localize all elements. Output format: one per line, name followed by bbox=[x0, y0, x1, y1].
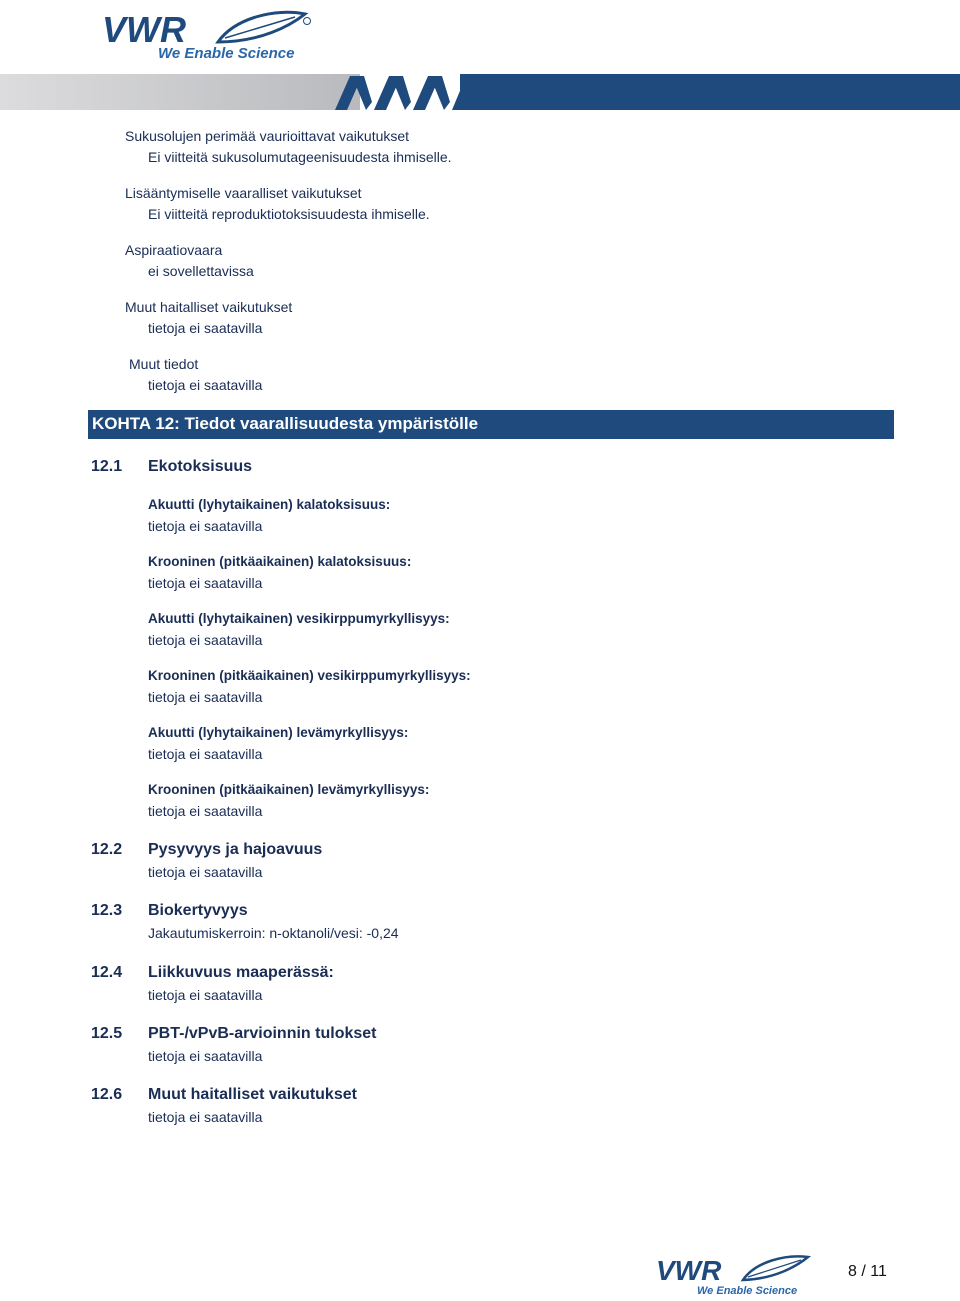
list-item-label: Krooninen (pitkäaikainen) levämyrkyllisyys: bbox=[148, 782, 430, 797]
item-heading: Aspiraatiovaara bbox=[125, 242, 223, 258]
list-item-label: Akuutti (lyhytaikainen) vesikirppumyrkyllisyys: bbox=[148, 611, 450, 626]
section-header-bar bbox=[88, 410, 894, 439]
vwr-logo-tagline: We Enable Science bbox=[158, 45, 295, 62]
item-heading: Sukusolujen perimää vaurioittavat vaikutukset bbox=[125, 128, 410, 144]
list-item-value: tietoja ei saatavilla bbox=[148, 689, 263, 705]
vwr-logo bbox=[100, 8, 315, 62]
item-value: Ei viitteitä reproduktiotoksisuudesta ihmiselle. bbox=[148, 206, 430, 222]
list-item-label: Akuutti (lyhytaikainen) levämyrkyllisyys: bbox=[148, 725, 409, 740]
subsection-number: 12.2 bbox=[91, 841, 123, 858]
subsection-title: Biokertyvyys bbox=[148, 902, 248, 919]
subsection-number: 12.4 bbox=[91, 964, 123, 981]
item-value: ei sovellettavissa bbox=[148, 263, 254, 279]
subsection-title: Pysyvyys ja hajoavuus bbox=[148, 841, 323, 858]
subsection-title: Ekotoksisuus bbox=[148, 458, 253, 475]
item-value: tietoja ei saatavilla bbox=[148, 320, 263, 336]
list-item-value: tietoja ei saatavilla bbox=[148, 632, 263, 648]
list-item-value: tietoja ei saatavilla bbox=[148, 746, 263, 762]
footer-logo-text: VWR bbox=[656, 1255, 722, 1286]
subsection-value: tietoja ei saatavilla bbox=[148, 987, 263, 1003]
vwr-logo-text: VWR bbox=[102, 9, 186, 50]
item-heading: Muut haitalliset vaikutukset bbox=[125, 299, 293, 315]
subsection-title: Liikkuvuus maaperässä: bbox=[148, 964, 334, 981]
item-heading: Lisääntymiselle vaaralliset vaikutukset bbox=[125, 185, 362, 201]
subsection-value: Jakautumiskerroin: n-oktanoli/vesi: -0,24 bbox=[148, 925, 399, 941]
header-band bbox=[0, 72, 960, 112]
page-number: 8 / 11 bbox=[848, 1263, 887, 1280]
subsection-number: 12.3 bbox=[91, 902, 123, 919]
list-item-label: Krooninen (pitkäaikainen) kalatoksisuus: bbox=[148, 554, 412, 569]
subsection-number: 12.1 bbox=[91, 458, 123, 475]
list-item-value: tietoja ei saatavilla bbox=[148, 518, 263, 534]
subsection-value: tietoja ei saatavilla bbox=[148, 1109, 263, 1125]
item-value: Ei viitteitä sukusolumutageenisuudesta ihmiselle. bbox=[148, 149, 452, 165]
list-item-label: Akuutti (lyhytaikainen) kalatoksisuus: bbox=[148, 497, 391, 512]
footer-logo-tagline: We Enable Science bbox=[697, 1285, 798, 1296]
item-value: tietoja ei saatavilla bbox=[148, 377, 263, 393]
subsection-value: tietoja ei saatavilla bbox=[148, 1048, 263, 1064]
footer-vwr-logo bbox=[655, 1252, 815, 1296]
subsection-number: 12.5 bbox=[91, 1025, 123, 1042]
subsection-title: Muut haitalliset vaikutukset bbox=[148, 1086, 357, 1103]
section-title: KOHTA 12: Tiedot vaarallisuudesta ympäristölle bbox=[92, 414, 479, 433]
item-heading: Muut tiedot bbox=[129, 356, 199, 372]
list-item-label: Krooninen (pitkäaikainen) vesikirppumyrkyllisyys: bbox=[148, 668, 471, 683]
list-item-value: tietoja ei saatavilla bbox=[148, 575, 263, 591]
subsection-value: tietoja ei saatavilla bbox=[148, 864, 263, 880]
subsection-title: PBT-/vPvB-arvioinnin tulokset bbox=[148, 1025, 377, 1042]
subsection-number: 12.6 bbox=[91, 1086, 123, 1103]
list-item-value: tietoja ei saatavilla bbox=[148, 803, 263, 819]
